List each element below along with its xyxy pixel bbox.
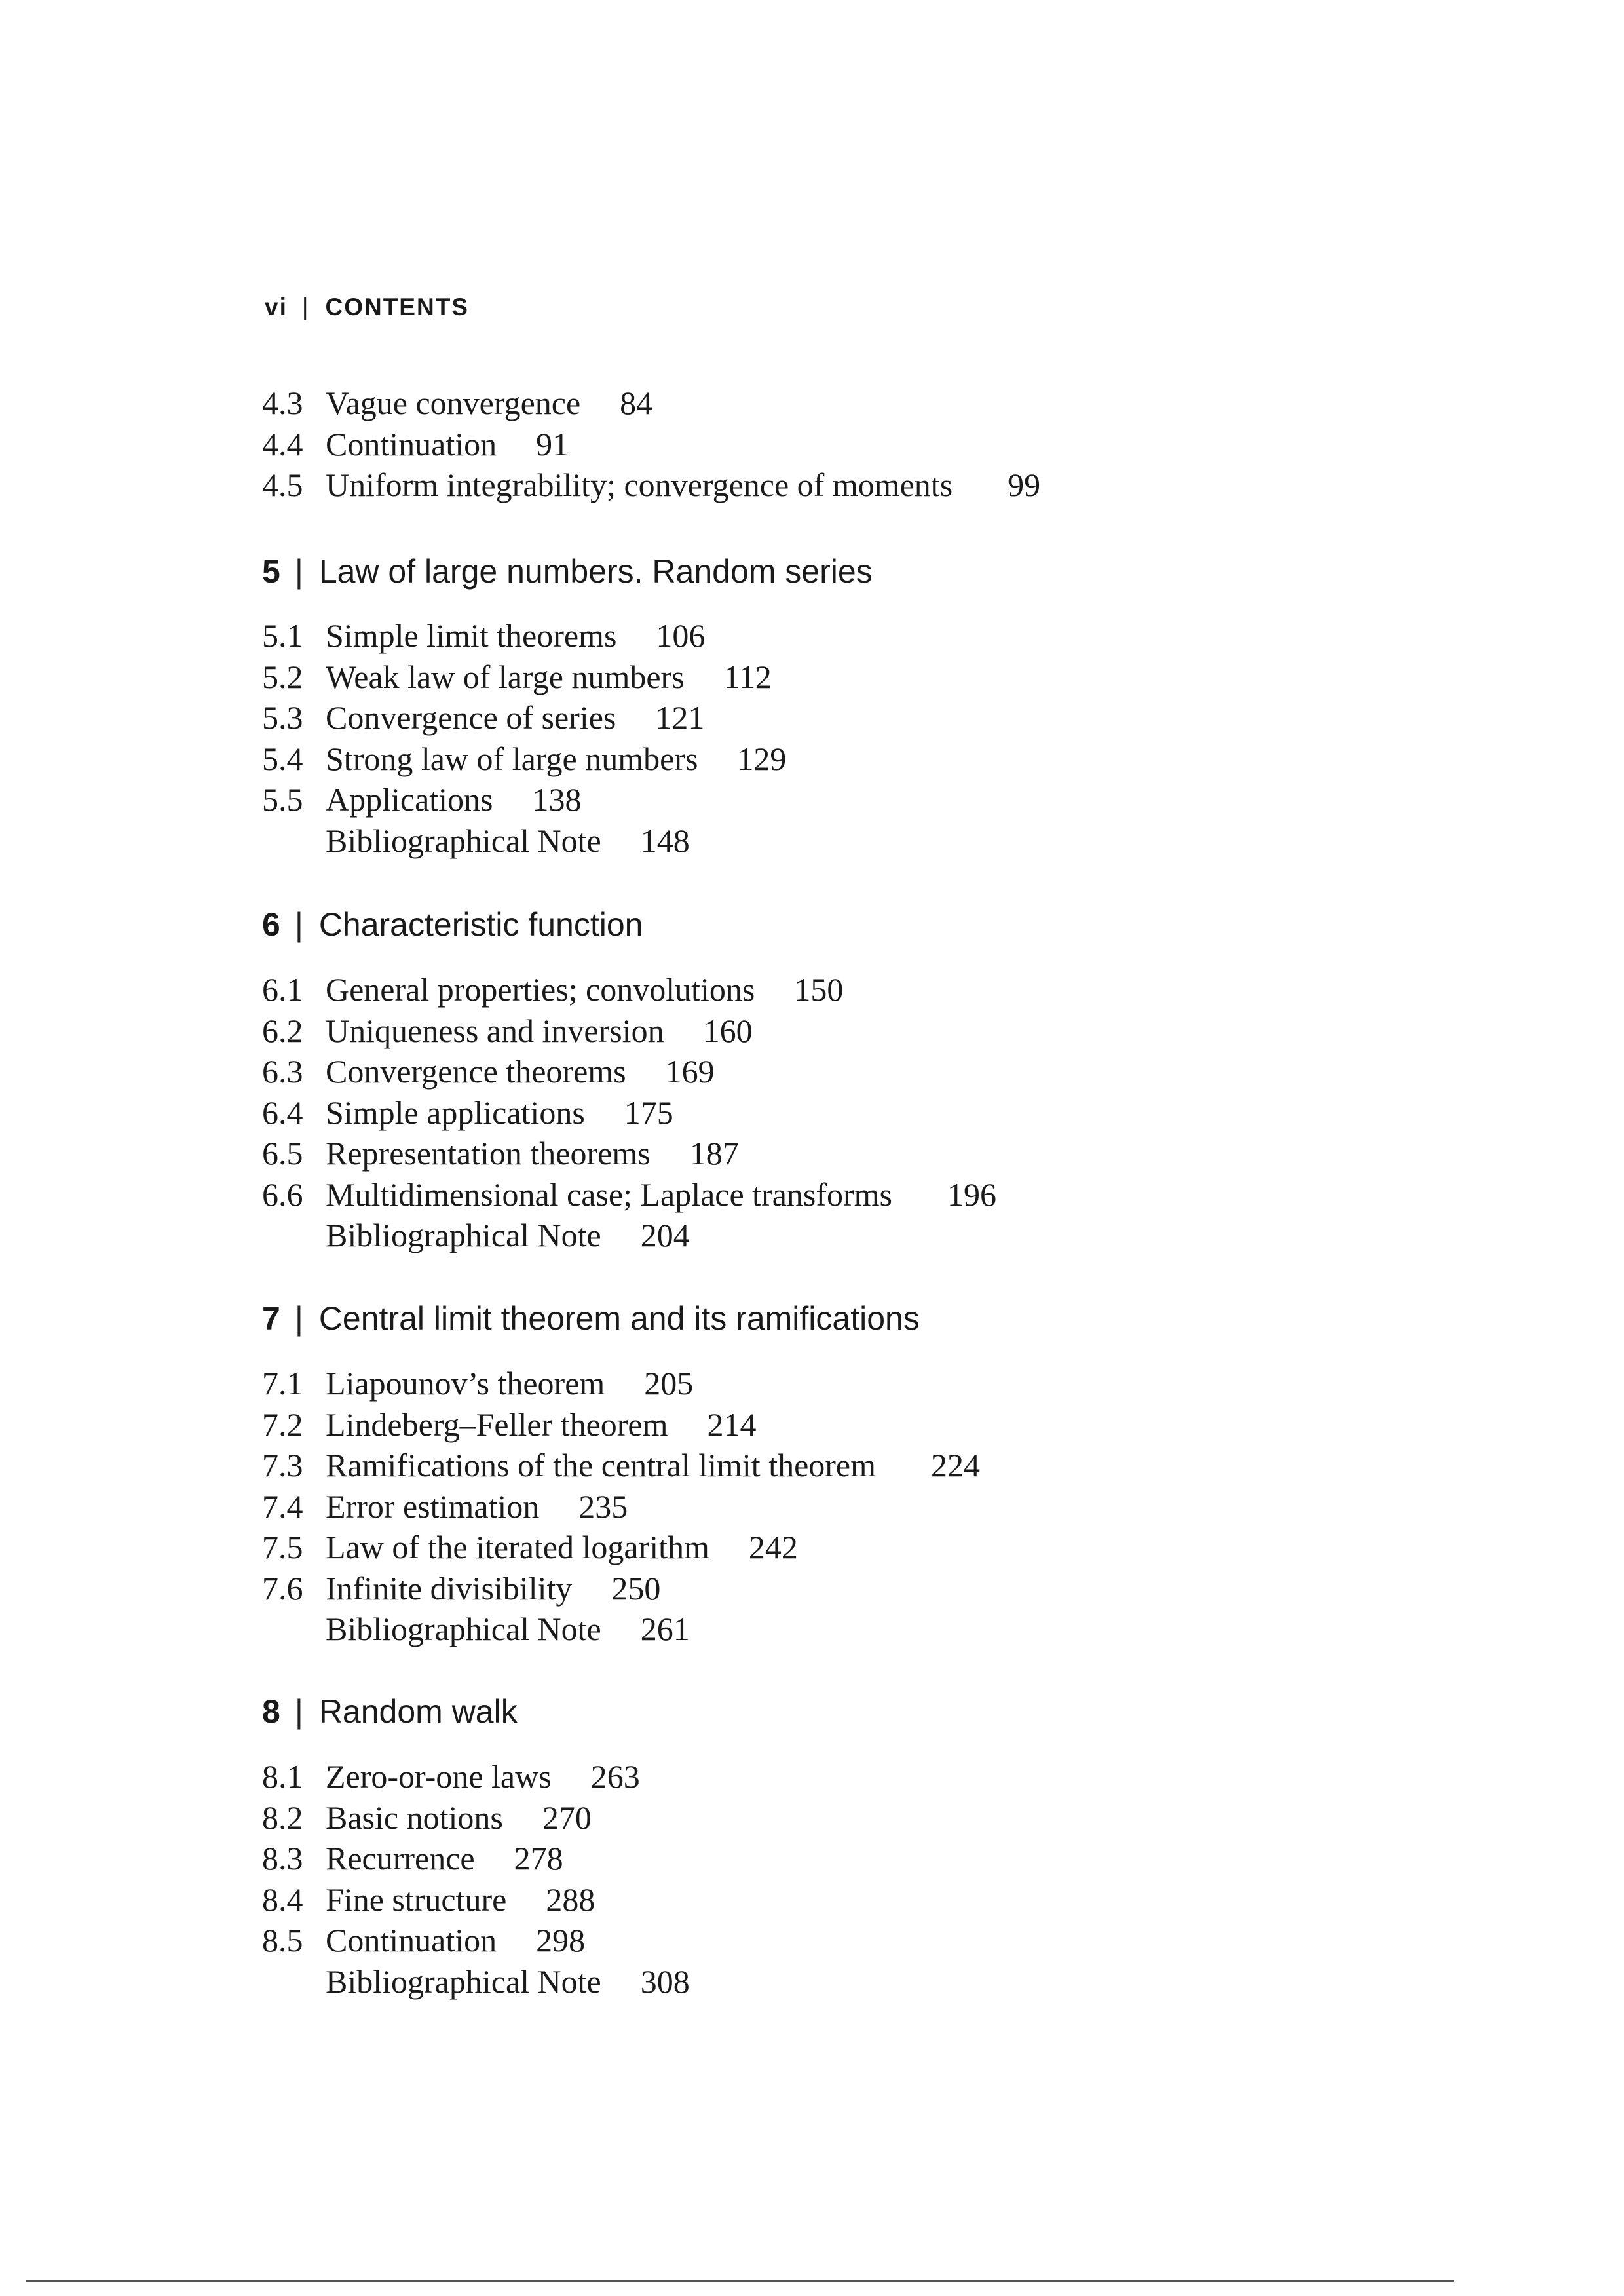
toc-entry bbox=[0, 383, 1624, 424]
section-title: Convergence theorems bbox=[326, 1053, 626, 1090]
section-page: 205 bbox=[644, 1365, 694, 1402]
section-title: Error estimation bbox=[326, 1487, 540, 1525]
toc-entry bbox=[0, 697, 1624, 738]
section-number: 7.1 bbox=[262, 1365, 303, 1402]
section-number: 6.4 bbox=[262, 1094, 303, 1131]
section-number: 5.2 bbox=[262, 658, 303, 695]
section-number: 6.5 bbox=[262, 1135, 303, 1172]
toc-entry bbox=[0, 1363, 1624, 1404]
toc-entry bbox=[0, 1404, 1624, 1445]
section-number: 6.2 bbox=[262, 1012, 303, 1049]
chapter-separator: | bbox=[294, 1693, 303, 1730]
section-title: Ramifications of the central limit theorem bbox=[326, 1447, 877, 1483]
section-title: Representation theorems bbox=[326, 1135, 651, 1172]
chapter-number: 6 bbox=[262, 906, 280, 943]
chapter-separator: | bbox=[294, 906, 303, 943]
running-head bbox=[265, 294, 469, 321]
section-page: 235 bbox=[578, 1487, 628, 1525]
section-page: 298 bbox=[536, 1922, 586, 1959]
section-number: 7.3 bbox=[262, 1447, 303, 1483]
chapter-heading-7 bbox=[262, 1299, 920, 1338]
section-title: Law of the iterated logarithm bbox=[326, 1529, 709, 1565]
section-number: 5.3 bbox=[262, 699, 303, 736]
toc-entry bbox=[0, 1174, 1624, 1215]
running-head-title: CONTENTS bbox=[325, 294, 469, 320]
section-title: Uniqueness and inversion bbox=[326, 1012, 664, 1049]
section-title: Bibliographical Note bbox=[326, 1611, 601, 1647]
section-page: 250 bbox=[611, 1569, 661, 1607]
section-page: 288 bbox=[546, 1881, 595, 1918]
section-title: Simple applications bbox=[326, 1094, 585, 1131]
section-page: 263 bbox=[590, 1758, 640, 1795]
section-page: 121 bbox=[655, 699, 705, 736]
chapter-5-entries bbox=[0, 615, 1624, 861]
toc-entry bbox=[0, 1838, 1624, 1879]
section-title: Zero-or-one laws bbox=[326, 1758, 552, 1795]
section-title: Convergence of series bbox=[326, 699, 616, 736]
section-title: Strong law of large numbers bbox=[326, 740, 698, 777]
chapter-separator: | bbox=[294, 1300, 303, 1337]
toc-entry bbox=[0, 779, 1624, 820]
section-number: 4.5 bbox=[262, 467, 303, 503]
chapter-title: Characteristic function bbox=[318, 906, 643, 943]
section-page: 148 bbox=[640, 822, 690, 859]
page-number: vi bbox=[265, 294, 288, 320]
section-number: 8.3 bbox=[262, 1840, 303, 1877]
section-page: 175 bbox=[624, 1094, 673, 1131]
section-page: 160 bbox=[703, 1012, 753, 1049]
section-page: 270 bbox=[542, 1799, 592, 1836]
section-page: 91 bbox=[536, 425, 569, 463]
toc-entry bbox=[0, 738, 1624, 780]
toc-entry bbox=[0, 1010, 1624, 1052]
toc-entry-bibliographical-note bbox=[0, 1961, 1624, 2002]
chapter-heading-5 bbox=[262, 552, 873, 591]
section-page: 278 bbox=[514, 1840, 563, 1877]
section-title: Continuation bbox=[326, 1922, 497, 1959]
section-title: General properties; convolutions bbox=[326, 971, 755, 1008]
section-title: Lindeberg–Feller theorem bbox=[326, 1406, 668, 1443]
section-title: Weak law of large numbers bbox=[326, 658, 685, 695]
toc-entry-bibliographical-note bbox=[0, 1215, 1624, 1256]
toc-entry bbox=[0, 1527, 1624, 1568]
section-title: Applications bbox=[326, 781, 493, 818]
toc-entry bbox=[0, 1920, 1624, 1961]
toc-entry bbox=[0, 1486, 1624, 1527]
chapter-title: Central limit theorem and its ramifications bbox=[318, 1300, 920, 1337]
section-page: 84 bbox=[620, 385, 653, 421]
section-number: 6.6 bbox=[262, 1176, 303, 1213]
chapter-heading-6 bbox=[262, 905, 643, 944]
section-page: 99 bbox=[1008, 467, 1041, 503]
chapter-number: 8 bbox=[262, 1693, 280, 1730]
section-number: 4.3 bbox=[262, 385, 303, 421]
section-number: 4.4 bbox=[262, 425, 303, 463]
section-number: 8.1 bbox=[262, 1758, 303, 1795]
section-number: 7.5 bbox=[262, 1529, 303, 1565]
chapter-4-entries bbox=[0, 383, 1624, 506]
section-number: 8.2 bbox=[262, 1799, 303, 1836]
toc-entry bbox=[0, 657, 1624, 698]
toc-entry bbox=[0, 1797, 1624, 1839]
chapter-6-entries bbox=[0, 969, 1624, 1256]
chapter-heading-8 bbox=[262, 1692, 518, 1731]
section-number: 7.4 bbox=[262, 1487, 303, 1525]
section-title: Bibliographical Note bbox=[326, 1962, 601, 2000]
toc-entry-bibliographical-note bbox=[0, 1609, 1624, 1650]
chapter-number: 5 bbox=[262, 553, 280, 590]
section-page: 214 bbox=[707, 1406, 757, 1443]
section-page: 129 bbox=[737, 740, 787, 777]
toc-entry-bibliographical-note bbox=[0, 820, 1624, 862]
section-title: Recurrence bbox=[326, 1840, 475, 1877]
section-page: 261 bbox=[640, 1611, 690, 1647]
section-page: 196 bbox=[947, 1176, 997, 1213]
section-title: Liapounov’s theorem bbox=[326, 1365, 605, 1402]
section-number: 7.6 bbox=[262, 1569, 303, 1607]
section-title: Bibliographical Note bbox=[326, 1217, 601, 1253]
toc-entry bbox=[0, 969, 1624, 1010]
toc-entry bbox=[0, 1756, 1624, 1797]
section-page: 106 bbox=[656, 617, 706, 654]
section-title: Multidimensional case; Laplace transforms bbox=[326, 1176, 893, 1213]
section-title: Simple limit theorems bbox=[326, 617, 617, 654]
section-number: 5.1 bbox=[262, 617, 303, 654]
toc-entry bbox=[0, 615, 1624, 657]
toc-entry bbox=[0, 465, 1624, 506]
section-title: Fine structure bbox=[326, 1881, 507, 1918]
scan-edge-line bbox=[26, 2280, 1454, 2282]
toc-entry bbox=[0, 424, 1624, 465]
chapter-number: 7 bbox=[262, 1300, 280, 1337]
toc-entry bbox=[0, 1879, 1624, 1921]
section-page: 242 bbox=[748, 1529, 798, 1565]
section-page: 150 bbox=[794, 971, 844, 1008]
section-title: Vague convergence bbox=[326, 385, 581, 421]
section-number: 5.4 bbox=[262, 740, 303, 777]
section-number: 6.3 bbox=[262, 1053, 303, 1090]
section-number: 8.5 bbox=[262, 1922, 303, 1959]
section-number: 7.2 bbox=[262, 1406, 303, 1443]
toc-entry bbox=[0, 1051, 1624, 1092]
toc-entry bbox=[0, 1568, 1624, 1609]
section-title: Bibliographical Note bbox=[326, 822, 601, 859]
running-head-separator: | bbox=[301, 294, 310, 320]
section-number: 5.5 bbox=[262, 781, 303, 818]
section-page: 204 bbox=[640, 1217, 690, 1253]
toc-entry bbox=[0, 1092, 1624, 1134]
section-page: 138 bbox=[532, 781, 582, 818]
section-page: 224 bbox=[931, 1447, 981, 1483]
section-title: Infinite divisibility bbox=[326, 1569, 573, 1607]
chapter-separator: | bbox=[294, 553, 303, 590]
section-title: Uniform integrability; convergence of moments bbox=[326, 467, 953, 503]
chapter-7-entries bbox=[0, 1363, 1624, 1650]
chapter-title: Law of large numbers. Random series bbox=[318, 553, 873, 590]
section-number: 8.4 bbox=[262, 1881, 303, 1918]
toc-entry bbox=[0, 1445, 1624, 1486]
section-title: Continuation bbox=[326, 425, 497, 463]
toc-entry bbox=[0, 1133, 1624, 1174]
section-page: 112 bbox=[723, 658, 772, 695]
chapter-title: Random walk bbox=[318, 1693, 518, 1730]
chapter-8-entries bbox=[0, 1756, 1624, 2002]
section-page: 187 bbox=[689, 1135, 739, 1172]
section-page: 169 bbox=[665, 1053, 715, 1090]
section-title: Basic notions bbox=[326, 1799, 503, 1836]
section-number: 6.1 bbox=[262, 971, 303, 1008]
section-page: 308 bbox=[640, 1962, 690, 2000]
